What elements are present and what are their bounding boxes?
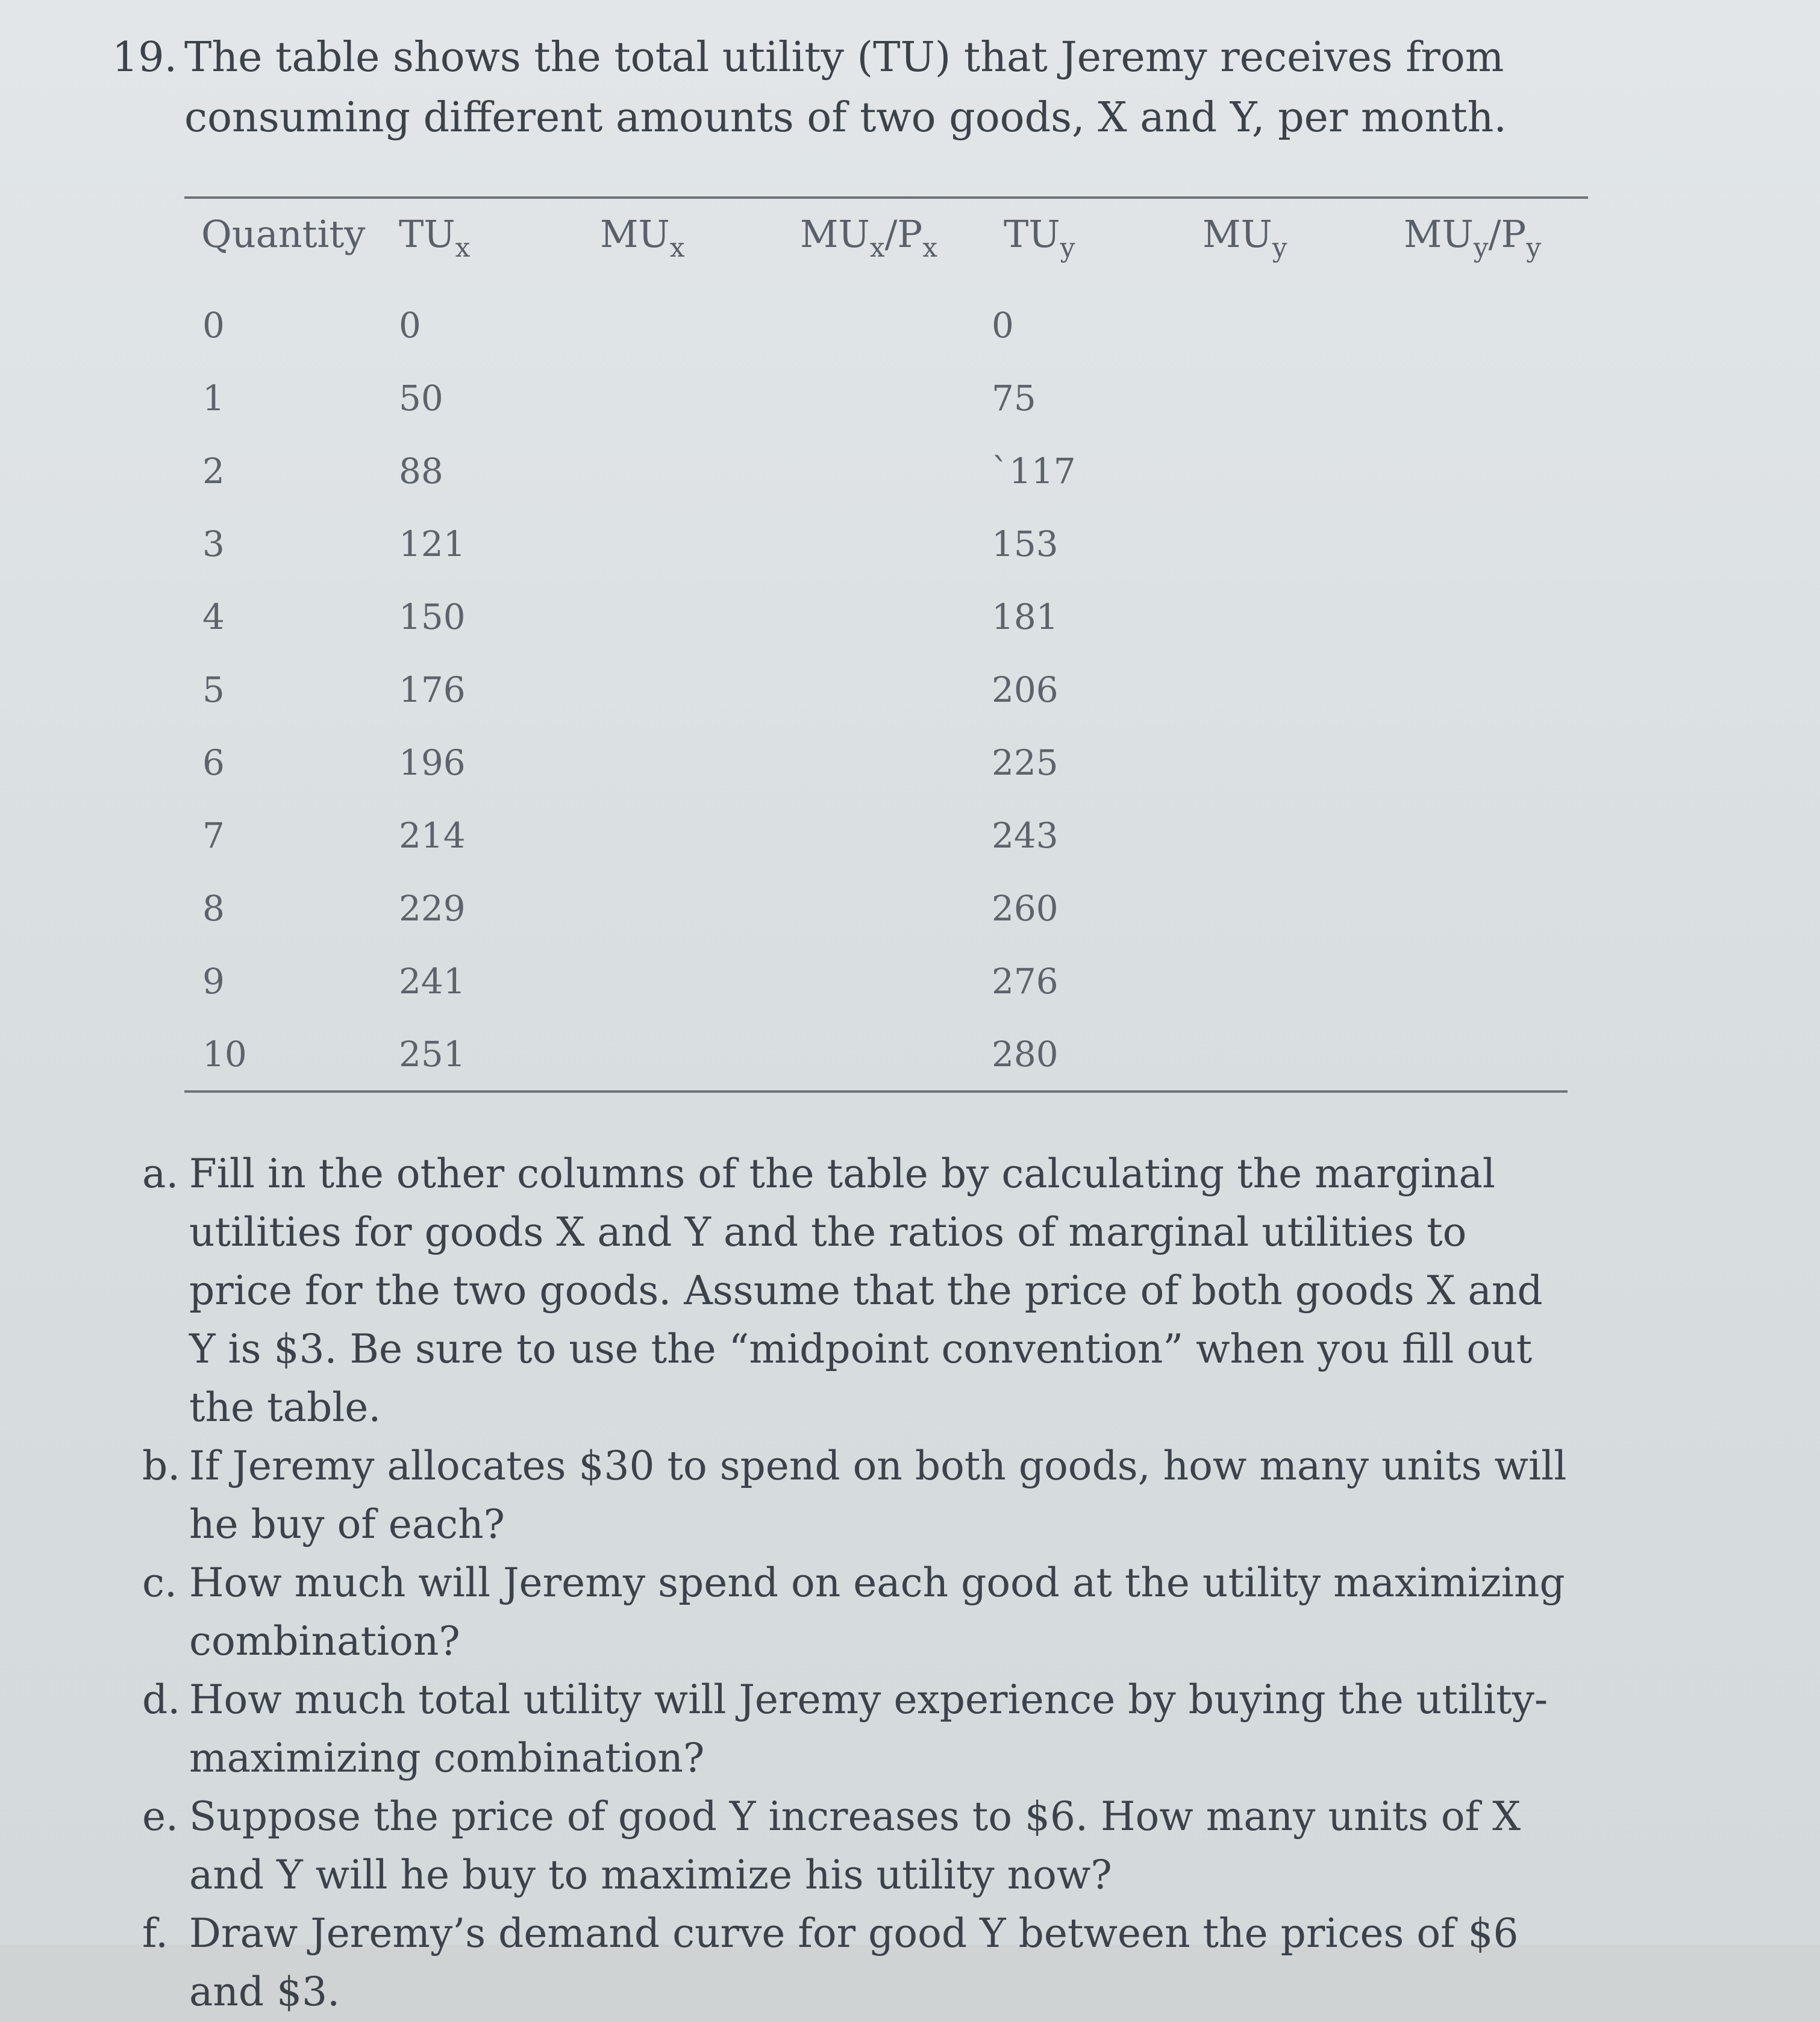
tux-cell: 196: [399, 742, 466, 783]
part-c: [142, 1554, 1576, 1670]
header-tuy: $TU_y$: [1004, 212, 1075, 263]
part-label: d.: [142, 1676, 181, 1723]
part-text: How much will Jeremy spend on each good at the utility maximizing combination?: [189, 1560, 1565, 1664]
question-number: 19.: [112, 34, 178, 81]
part-text: Suppose the price of good Y increases to $6. How many units of X and Y will he buy to maximize his utility now?: [189, 1793, 1521, 1898]
part-f: [142, 1904, 1576, 2021]
quantity-cell: 0: [202, 305, 225, 346]
part-label: c.: [142, 1560, 177, 1606]
header-muy: $MU_y$: [1202, 212, 1287, 263]
part-a: [142, 1145, 1576, 1437]
part-text: Draw Jeremy’s demand curve for good Y between the prices of $6 and $3.: [189, 1910, 1519, 2015]
part-e: [142, 1787, 1576, 1904]
part-text: Fill in the other columns of the table by calculating the marginal utilities for goods X and Y and the ratios of marginal utilities to price for the two goods. Assume that the price of both goods X and Y is $3. Be sure to use the “midpoint convention” when you fill out the table.: [189, 1151, 1543, 1431]
quantity-cell: 5: [202, 669, 225, 710]
quantity-cell: 4: [202, 596, 225, 637]
tux-cell: 251: [399, 1034, 466, 1075]
tuy-cell: `117: [992, 451, 1076, 492]
header-quantity: Quantity: [201, 212, 366, 256]
column-quantity: [202, 289, 323, 1091]
quantity-cell: 2: [202, 451, 225, 492]
tuy-cell: 153: [992, 523, 1059, 564]
quantity-cell: 3: [202, 523, 225, 564]
tuy-cell: 206: [992, 669, 1059, 710]
tuy-cell: 260: [992, 888, 1059, 929]
question-text: The table shows the total utility (TU) that Jeremy receives from consuming different amounts of two goods, X and Y, per month.: [184, 34, 1507, 142]
header-tux: $TU_x$: [399, 212, 471, 263]
tux-cell: 241: [399, 961, 466, 1002]
tuy-cell: 276: [992, 961, 1059, 1002]
tuy-cell: 0: [992, 305, 1014, 346]
tux-cell: 176: [399, 669, 466, 710]
part-d: [142, 1670, 1576, 1787]
part-label: a.: [142, 1151, 179, 1197]
header-muy-py: $MU_y/P_y$: [1404, 212, 1542, 263]
column-tuy: [992, 289, 1112, 1091]
quantity-cell: 6: [202, 742, 225, 783]
quantity-cell: 7: [202, 815, 225, 856]
table-bottom-rule: [184, 1090, 1568, 1093]
tuy-cell: 75: [992, 378, 1036, 419]
part-text: If Jeremy allocates $30 to spend on both goods, how many units will he buy of each?: [189, 1443, 1567, 1548]
table-top-rule: [184, 196, 1588, 199]
column-tux: [399, 289, 519, 1091]
tux-cell: 150: [399, 596, 466, 637]
quantity-cell: 1: [202, 378, 225, 419]
tux-cell: 0: [399, 305, 421, 346]
tuy-cell: 181: [992, 596, 1059, 637]
tux-cell: 214: [399, 815, 466, 856]
tux-cell: 50: [399, 378, 443, 419]
utility-table: [184, 211, 1588, 1084]
quantity-cell: 10: [202, 1034, 247, 1075]
question-parts: [142, 1145, 1576, 2021]
part-label: b.: [142, 1443, 181, 1489]
part-label: f.: [142, 1910, 169, 1957]
tuy-cell: 280: [992, 1034, 1059, 1075]
header-mux: $MU_x$: [600, 212, 685, 263]
tuy-cell: 225: [992, 742, 1059, 783]
part-b: [142, 1437, 1576, 1554]
header-mux-px: $MU_x/P_x$: [800, 212, 938, 263]
tux-cell: 88: [399, 451, 443, 492]
tuy-cell: 243: [992, 815, 1059, 856]
part-label: e.: [142, 1793, 179, 1840]
tux-cell: 229: [399, 888, 466, 929]
quantity-cell: 8: [202, 888, 225, 929]
tux-cell: 121: [399, 523, 466, 564]
quantity-cell: 9: [202, 961, 225, 1002]
part-text: How much total utility will Jeremy experience by buying the utility-maximizing combination?: [189, 1676, 1548, 1781]
